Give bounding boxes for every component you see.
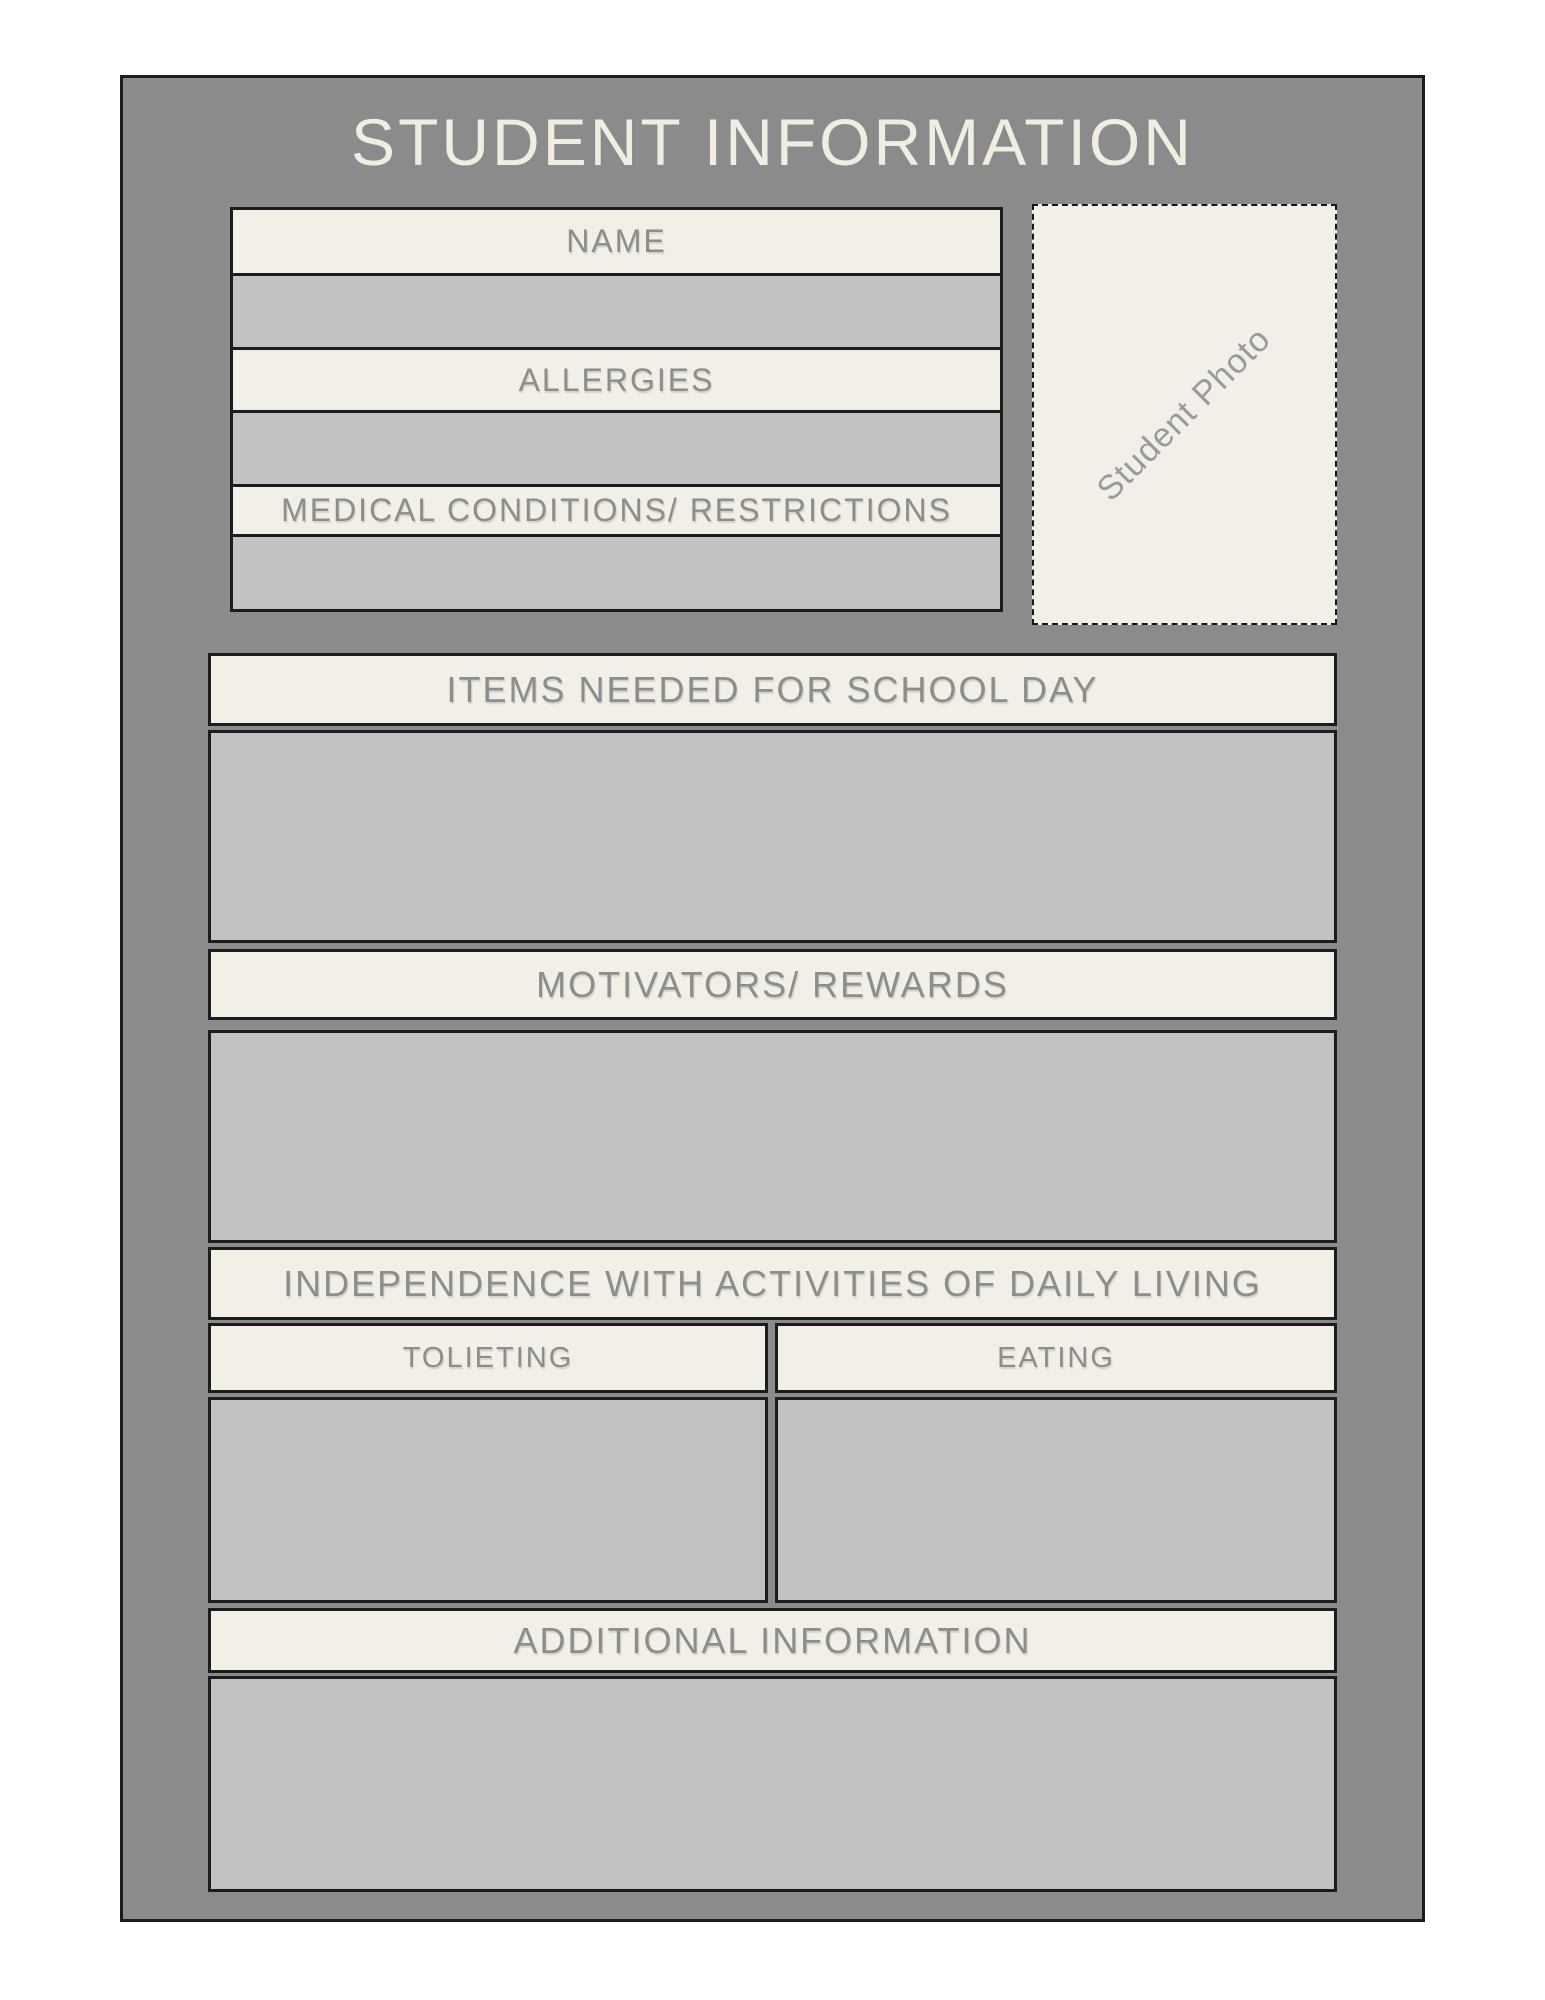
medical-conditions-label: MEDICAL CONDITIONS/ RESTRICTIONS bbox=[281, 492, 952, 528]
independence-header bbox=[208, 1247, 1337, 1320]
name-input[interactable] bbox=[233, 273, 1000, 347]
name-label: NAME bbox=[566, 223, 667, 259]
motivators-input[interactable] bbox=[208, 1030, 1337, 1243]
allergies-label: ALLERGIES bbox=[518, 361, 715, 398]
items-needed-input[interactable] bbox=[208, 730, 1337, 943]
independence-label: INDEPENDENCE WITH ACTIVITIES OF DAILY LIVING bbox=[283, 1262, 1262, 1304]
toileting-header bbox=[208, 1323, 768, 1393]
eating-header bbox=[775, 1323, 1337, 1393]
student-information-form bbox=[120, 75, 1425, 1922]
allergies-input[interactable] bbox=[233, 410, 1000, 484]
additional-info-input[interactable] bbox=[208, 1676, 1337, 1892]
student-fields-table bbox=[230, 207, 1003, 612]
page-title: STUDENT INFORMATION bbox=[351, 105, 1194, 179]
motivators-header bbox=[208, 949, 1337, 1020]
items-needed-header bbox=[208, 653, 1337, 726]
medical-conditions-input[interactable] bbox=[233, 534, 1000, 609]
items-needed-label: ITEMS NEEDED FOR SCHOOL DAY bbox=[446, 668, 1099, 710]
medical-conditions-label-box bbox=[233, 484, 1000, 534]
student-photo-box[interactable] bbox=[1032, 204, 1337, 625]
additional-info-label: ADDITIONAL INFORMATION bbox=[513, 1619, 1032, 1661]
toileting-input[interactable] bbox=[208, 1397, 768, 1603]
additional-info-header bbox=[208, 1608, 1337, 1673]
motivators-label: MOTIVATORS/ REWARDS bbox=[536, 963, 1009, 1005]
eating-label: EATING bbox=[997, 1341, 1115, 1374]
toileting-label: TOLIETING bbox=[402, 1341, 574, 1374]
name-label-box bbox=[233, 210, 1000, 273]
student-photo-placeholder: Student Photo bbox=[1089, 319, 1279, 509]
allergies-label-box bbox=[233, 347, 1000, 410]
eating-input[interactable] bbox=[775, 1397, 1337, 1603]
